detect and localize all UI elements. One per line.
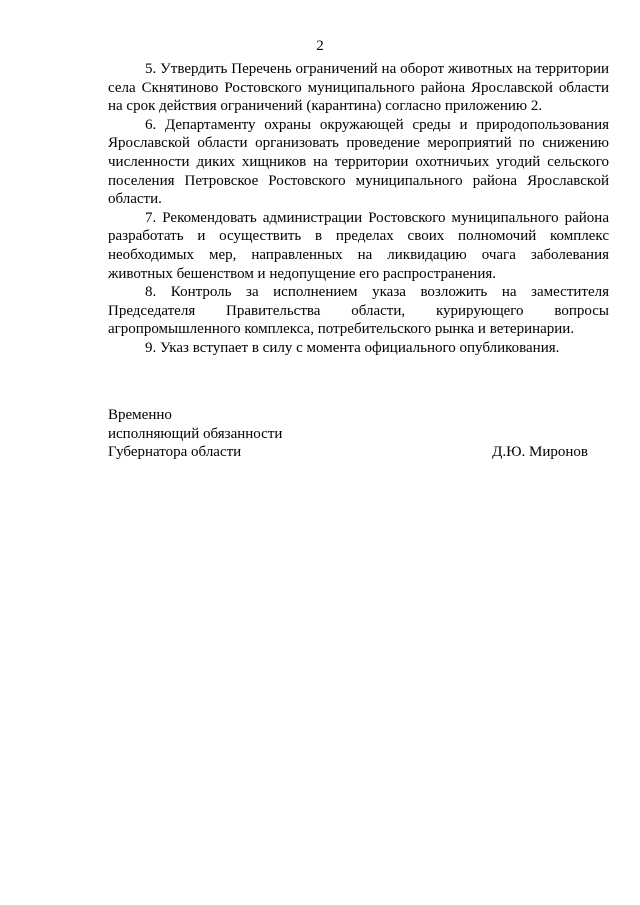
signatory-name: Д.Ю. Миронов [492,444,588,461]
signatory-title-line-1: Временно [108,407,172,423]
page-number: 2 [316,38,324,54]
paragraph-9: 9. Указ вступает в силу с момента официального опубликования. [145,339,560,356]
signatory-title-line-3: Губернатора области [108,444,242,461]
signatory-row [108,443,588,462]
document-body [108,60,609,358]
paragraph-5: 5. Утвердить Перечень ограничений на оборот животных на территории села Скнятиново Ростовского муниципального района Ярославской области на срок действия ограничений (карантина) согласно приложению 2. [108,61,609,115]
paragraph-7: 7. Рекомендовать администрации Ростовского муниципального района разработать и осуществить в пределах своих полномочий комплекс необходимых мер, направленных на ликвидацию очага заболевания животных бешенством и недопущение его распространения. [108,209,609,282]
paragraph-6: 6. Департаменту охраны окружающей среды и природопользования Ярославской области организовать проведение мероприятий по снижению численности диких хищников на территории охотничьих угодий сельского поселения Петровское Ростовского муниципального района Ярославской области. [108,116,609,208]
signatory-title-line-2: исполняющий обязанности [108,425,283,442]
paragraph-8: 8. Контроль за исполнением указа возложить на заместителя Председателя Правительства области, курирующего вопросы агропромышленного комплекса, потребительского рынка и ветеринарии. [108,284,609,338]
signature-block [108,406,588,462]
